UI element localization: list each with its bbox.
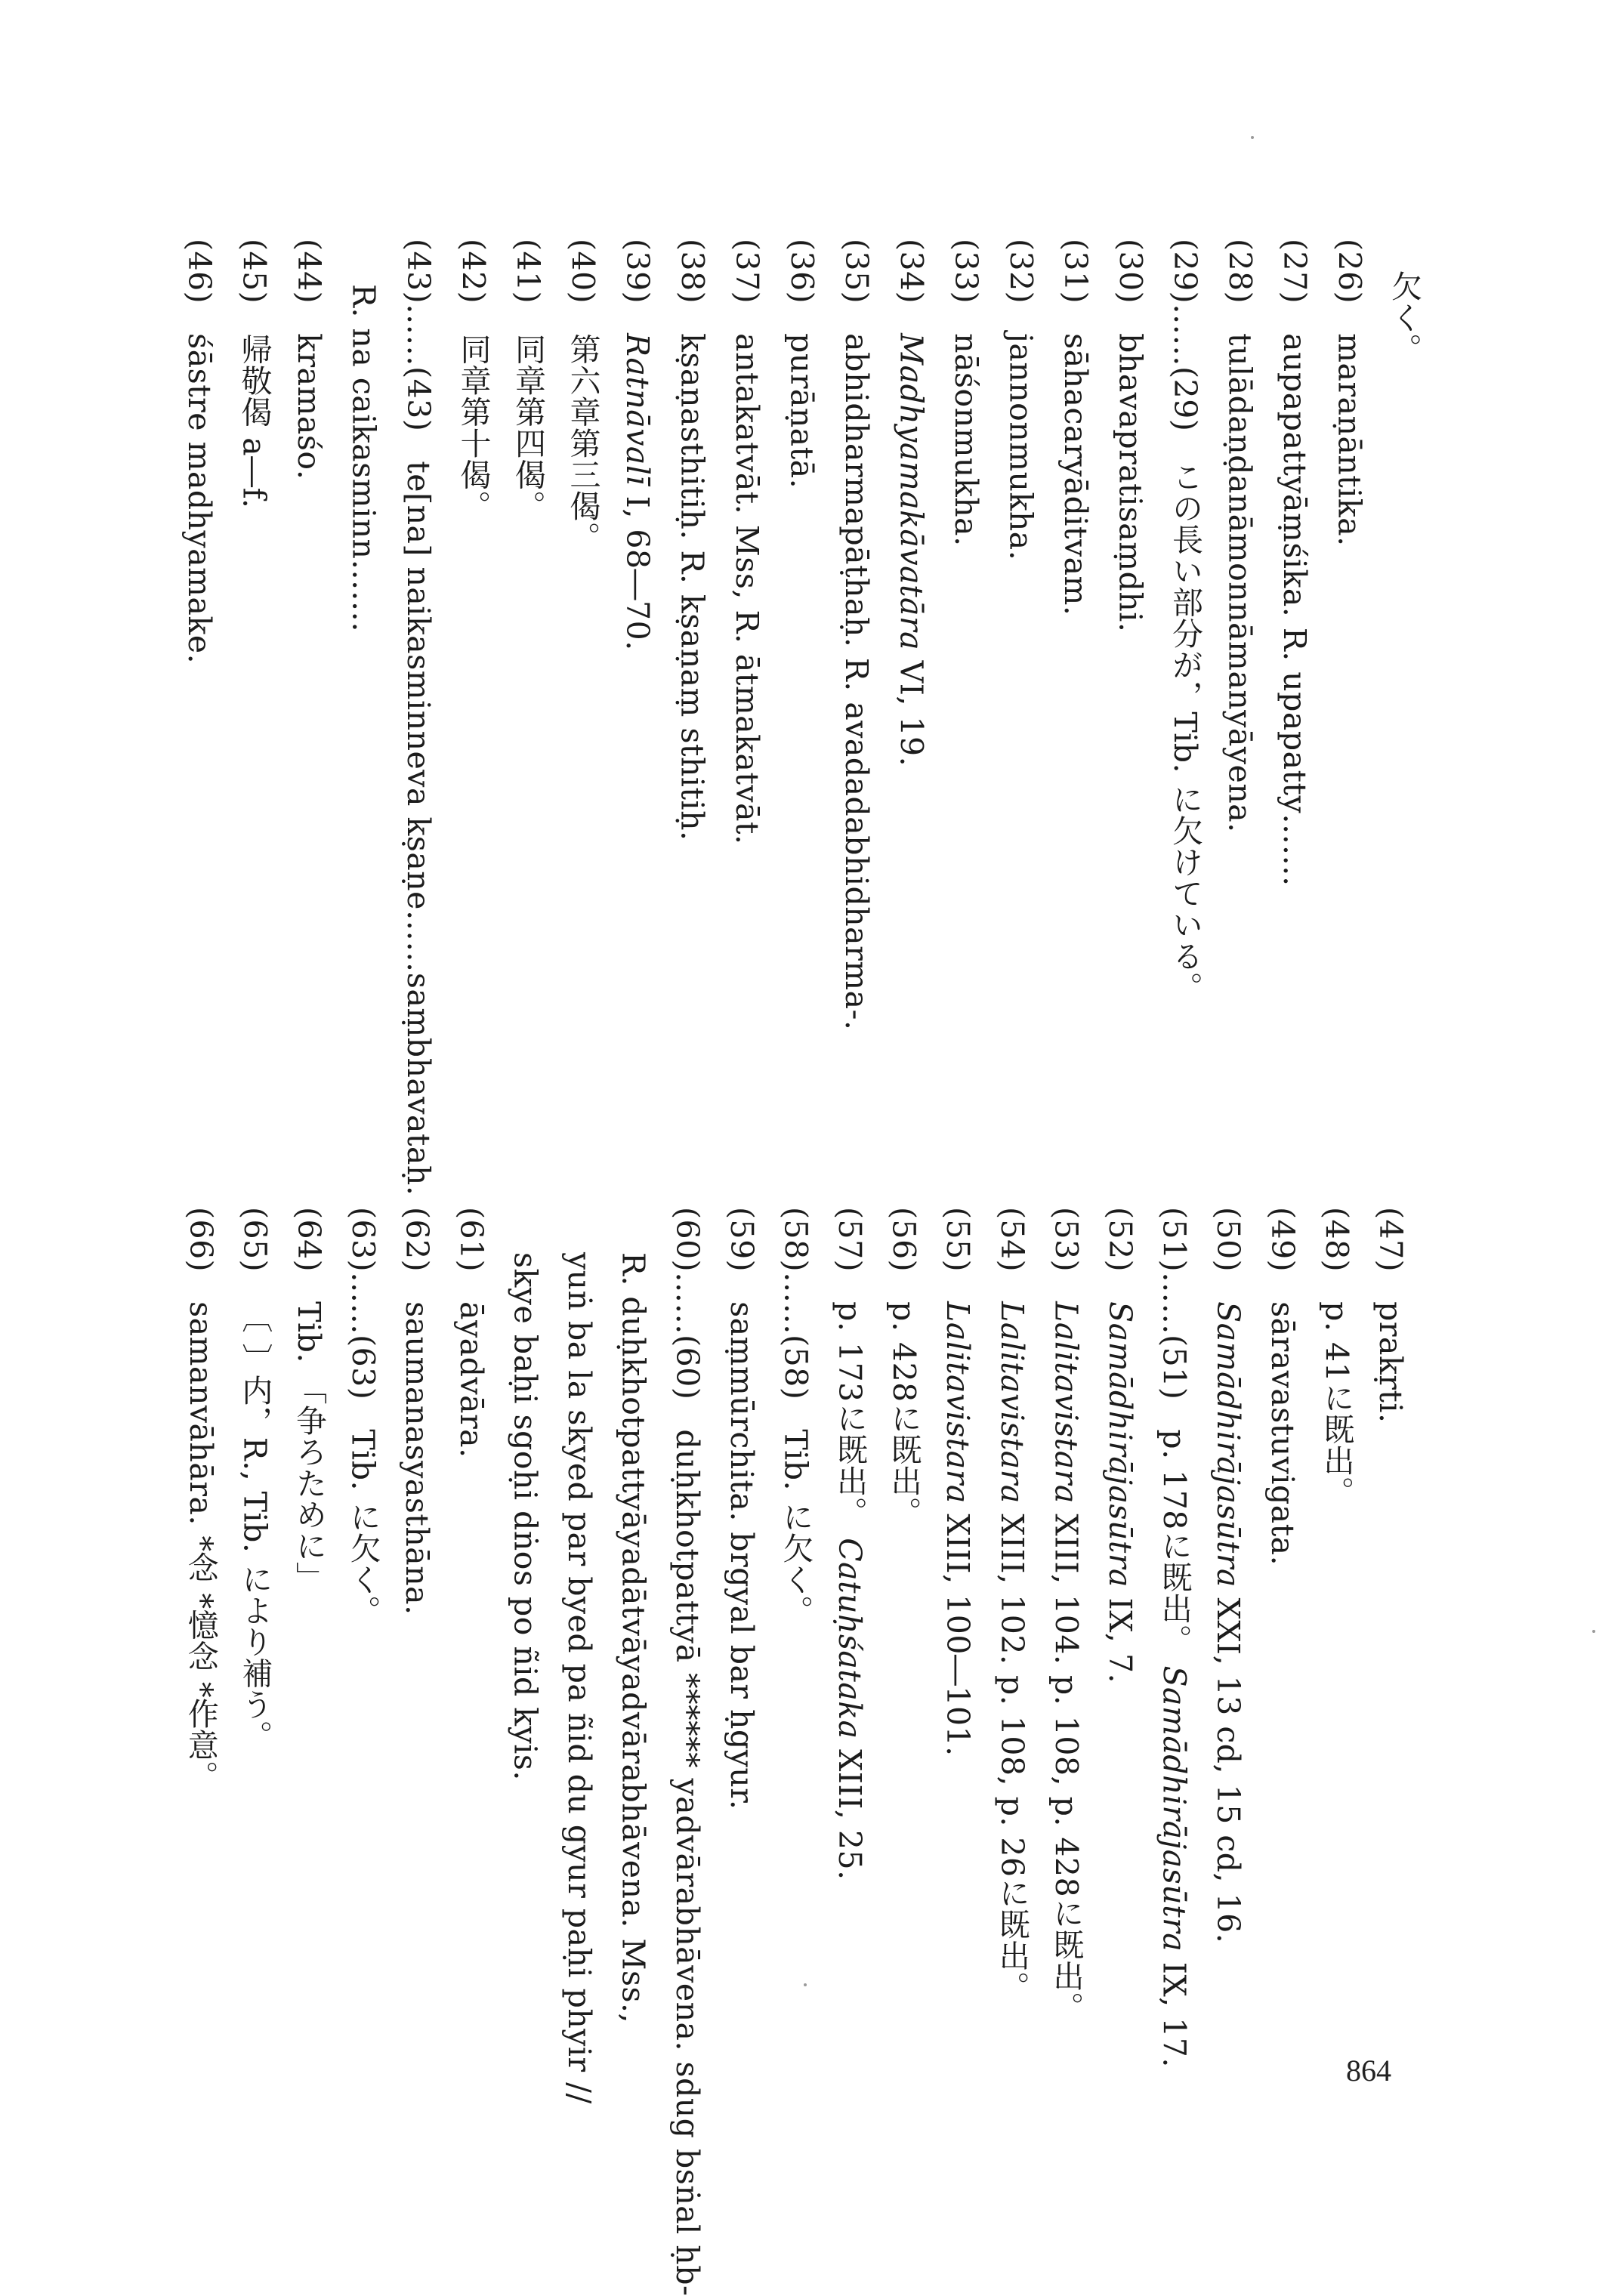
note-line — [1048, 1207, 1085, 2023]
note-text: skye baḥi sgoḥi dṅos po ñid kyis. — [507, 1252, 544, 1781]
note-text: samanvāhāra. *念 *憶念 *作意。 — [182, 1301, 219, 1792]
note-number: (63)……(63) — [344, 1207, 381, 1400]
note-title-italic: Samādhirājasūtra — [1156, 1665, 1193, 1952]
note-line — [182, 1207, 219, 1792]
note-text: XIII, 102. p. 108, p. 26に既出。 — [993, 1503, 1030, 2003]
note-text: sāhacaryāditvam. — [1057, 333, 1094, 616]
note-text: bhavapratisaṃdhi. — [1112, 333, 1149, 633]
note-line — [729, 239, 765, 845]
note-line — [1277, 239, 1313, 887]
note-text: 第六章第三偈。 — [564, 333, 601, 553]
note-title-italic: Madhyamakāvatāra — [893, 333, 930, 651]
note-text: Tib. に欠く。 — [777, 1429, 814, 1627]
note-text: 欠く。 — [1386, 270, 1422, 365]
note-number: (27) — [1277, 239, 1313, 304]
note-text: te[na] naikasminneva kṣaṇe……saṃbhavataḥ. — [400, 461, 437, 1196]
note-number: (66) — [182, 1207, 219, 1273]
note-number: (61) — [452, 1207, 489, 1273]
note-line — [452, 1207, 489, 1458]
note-number: (39) — [619, 239, 656, 304]
note-line — [1331, 239, 1368, 547]
note-text: yuṅ ba la skyed par byed pa ñid du gyur paḥi phyir // — [561, 1252, 597, 2104]
note-text: aupapattyāṃśika. R. upapatty……. — [1277, 333, 1313, 887]
note-text: maraṇāntika. — [1331, 333, 1368, 547]
note-text: jannonmukha. — [1002, 333, 1039, 561]
note-number: (34) — [893, 239, 930, 304]
note-number: (58)……(58) — [777, 1207, 814, 1400]
note-title-italic: Samādhirājasūtra — [1210, 1301, 1247, 1588]
note-line — [993, 1207, 1030, 2003]
note-number: (51)……(51) — [1156, 1207, 1193, 1400]
note-text: 同章第十偈。 — [455, 333, 492, 522]
note-line — [507, 1252, 544, 1781]
note-line — [345, 284, 382, 633]
note-line — [1386, 270, 1422, 365]
note-number: (46) — [181, 239, 218, 304]
note-number: (56) — [885, 1207, 922, 1273]
note-text: 〔 〕内，R., Tib. により補う。 — [236, 1301, 273, 1751]
note-line — [510, 239, 546, 522]
note-number: (65) — [236, 1207, 273, 1273]
note-number: (53) — [1048, 1207, 1085, 1273]
note-line — [344, 1207, 381, 1627]
page-number: 864 — [1346, 2054, 1391, 2088]
note-line — [669, 1207, 706, 2296]
note-line — [291, 1207, 327, 1593]
note-title-italic: Samādhirājasūtra — [1102, 1301, 1138, 1588]
note-number: (42) — [455, 239, 492, 304]
note-number: (50) — [1210, 1207, 1247, 1273]
note-line — [777, 1207, 814, 1627]
note-line — [291, 239, 327, 480]
note-text: IX, 7. — [1102, 1587, 1138, 1684]
note-text: Tib. 「争ろために」 — [291, 1301, 327, 1593]
note-text: 同章第四偈。 — [510, 333, 546, 522]
note-text: antakatvāt. Mss, R. ātmakatvāt. — [729, 333, 765, 845]
note-number: (31) — [1057, 239, 1094, 304]
note-text: R. na caikasminn……. — [345, 284, 382, 633]
note-line — [615, 1252, 652, 2024]
note-text: abhidharmapāṭhaḥ. R. avadadabhidharma-. — [838, 333, 875, 1031]
note-number: (40) — [564, 239, 601, 304]
note-text: 帰敬偈 a―f. — [236, 333, 273, 509]
note-text: p. 428に既出。 — [885, 1301, 922, 1528]
note-line — [236, 1207, 273, 1751]
note-number: (47) — [1372, 1207, 1409, 1273]
note-line — [455, 239, 492, 522]
note-number: (41) — [510, 239, 546, 304]
note-number: (36) — [783, 239, 820, 304]
note-number: (55) — [940, 1207, 977, 1273]
note-text: śāstre madhyamake. — [181, 333, 218, 665]
note-line — [561, 1252, 597, 2104]
note-text: prakṛti. — [1372, 1301, 1409, 1424]
note-number: (29)……(29) — [1167, 239, 1203, 432]
note-title-italic: Lalitavistara — [993, 1301, 1030, 1504]
note-line — [400, 239, 437, 1196]
note-text: kramaśo. — [291, 333, 327, 480]
scan-speck — [1251, 136, 1254, 139]
note-text: この長い部分が，Tib. に欠けている。 — [1167, 461, 1203, 1004]
note-text: XIII, 100―101. — [940, 1503, 977, 1757]
note-line — [236, 239, 273, 509]
note-text: XIII, 104. p. 108, p. 428に既出。 — [1048, 1503, 1085, 2023]
note-text: Tib. に欠く。 — [344, 1429, 381, 1627]
note-line — [674, 239, 711, 841]
note-number: (45) — [236, 239, 273, 304]
note-number: (52) — [1102, 1207, 1138, 1273]
note-line — [1002, 239, 1039, 561]
note-text: XIII, 25. — [832, 1739, 868, 1881]
note-text: āyadvāra. — [452, 1301, 489, 1458]
note-number: (44) — [291, 239, 327, 304]
note-line — [1112, 239, 1149, 633]
note-text: p. 41に既出。 — [1318, 1301, 1355, 1508]
note-text: purāṇatā. — [783, 333, 820, 489]
scan-speck — [804, 1983, 807, 1986]
note-number: (37) — [729, 239, 765, 304]
note-number: (30) — [1112, 239, 1149, 304]
note-number: (49) — [1264, 1207, 1301, 1273]
note-text: sāravastuvigata. — [1264, 1301, 1301, 1566]
note-title-italic: Ratnāvalī — [619, 333, 656, 486]
note-number: (43)……(43) — [400, 239, 437, 432]
note-line — [1264, 1207, 1301, 1566]
note-text: I, 68―70. — [619, 486, 656, 651]
note-text: R. duḥkhotpattyāyadātvāyadvārabhāvena. Mss., — [615, 1252, 652, 2024]
note-line — [1167, 239, 1203, 1004]
note-line — [399, 1207, 436, 1616]
note-line — [1318, 1207, 1355, 1508]
note-number: (33) — [948, 239, 984, 304]
note-text: VI, 19. — [893, 650, 930, 767]
note-text: nāśonmukha. — [948, 333, 984, 547]
note-number: (60)……(60) — [669, 1207, 706, 1400]
note-line — [181, 239, 218, 665]
note-number: (32) — [1002, 239, 1039, 304]
note-text: saumanasyasthāna. — [399, 1301, 436, 1616]
note-number: (35) — [838, 239, 875, 304]
note-text: duḥkhotpattyā ****** yadvārabhāvena. sdug bsṅal ḥb- — [669, 1429, 706, 2296]
note-line — [885, 1207, 922, 1528]
note-line — [1221, 239, 1258, 833]
note-number: (57) — [832, 1207, 868, 1273]
note-line — [838, 239, 875, 1031]
note-number: (48) — [1318, 1207, 1355, 1273]
note-number: (64) — [291, 1207, 327, 1273]
note-line — [723, 1207, 760, 1810]
note-line — [1102, 1207, 1138, 1684]
note-title-italic: Lalitavistara — [1048, 1301, 1085, 1504]
note-line — [619, 239, 656, 651]
note-number: (62) — [399, 1207, 436, 1273]
note-title-italic: Lalitavistara — [940, 1301, 977, 1504]
note-line — [940, 1207, 977, 1757]
note-number: (38) — [674, 239, 711, 304]
note-text: saṃmūrchita. brgyal bar ḥgyur. — [723, 1301, 760, 1810]
note-line — [893, 239, 930, 767]
note-line — [1057, 239, 1094, 616]
note-number: (54) — [993, 1207, 1030, 1273]
note-text: IX, 17. — [1156, 1952, 1193, 2068]
note-text: kṣaṇasthitiḥ. R. kṣaṇaṃ sthitiḥ. — [674, 333, 711, 841]
note-line — [948, 239, 984, 547]
scan-speck — [1592, 1630, 1595, 1633]
note-line — [1210, 1207, 1247, 1944]
note-line — [1372, 1207, 1409, 1424]
note-line — [564, 239, 601, 553]
note-text: p. 173に既出。 — [832, 1301, 868, 1538]
note-line — [832, 1207, 868, 1881]
note-title-italic: Catuḥśataka — [832, 1538, 868, 1739]
note-line — [1156, 1207, 1193, 2068]
note-text: p. 178に既出。 — [1156, 1429, 1193, 1666]
note-number: (59) — [723, 1207, 760, 1273]
note-text: tulādaṇḍanāmonnāmanyāyena. — [1221, 333, 1258, 833]
note-text: XXI, 13 cd, 15 cd, 16. — [1210, 1587, 1247, 1944]
note-line — [783, 239, 820, 489]
note-number: (26) — [1331, 239, 1368, 304]
note-number: (28) — [1221, 239, 1258, 304]
